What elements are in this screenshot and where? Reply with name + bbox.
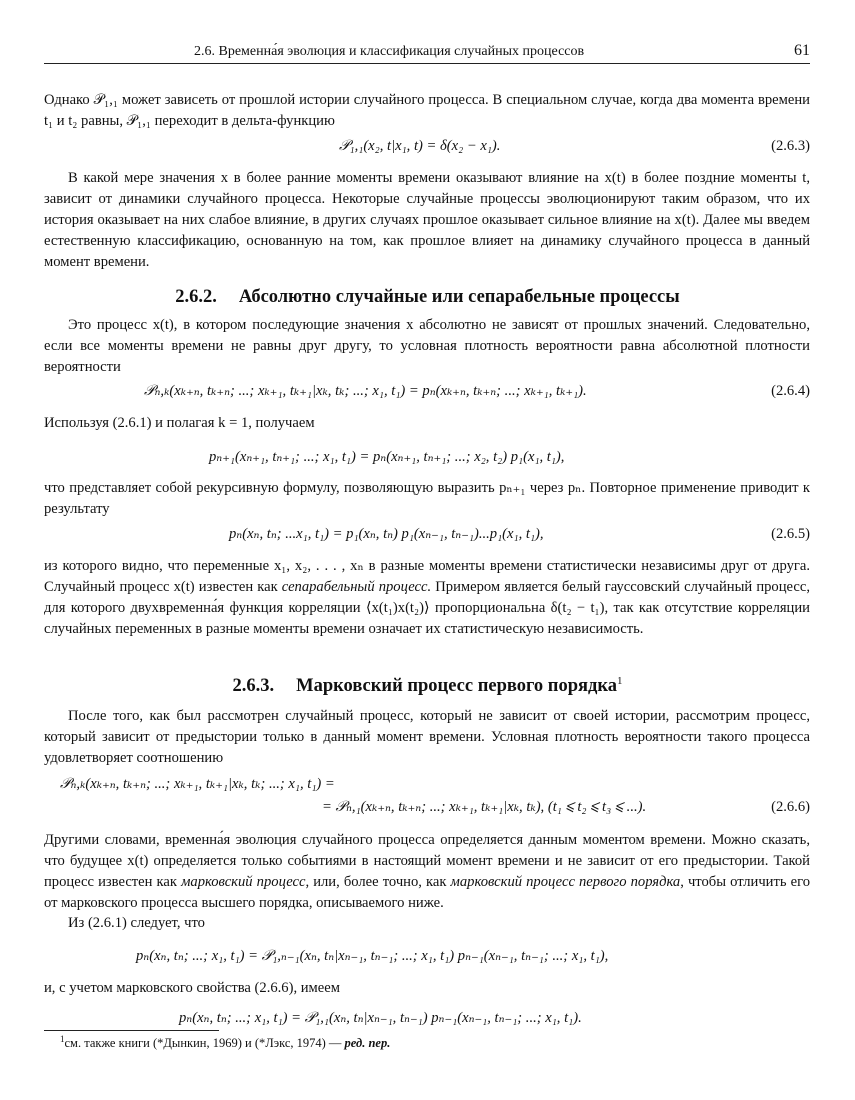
running-header-title: 2.6. Временна́я эволюция и классификация случайных процессов	[194, 44, 585, 59]
equation-2-6-3-number: (2.6.3)	[771, 138, 810, 154]
paragraph-5: что представляет собой рекурсивную формулу, позволяющую выразить pₙ₊₁ через pₙ. Повторное применение приводит к результату	[44, 480, 810, 517]
paragraph-10: и, с учетом марковского свойства (2.6.6), имеем	[44, 980, 340, 996]
equation-recursive	[44, 447, 810, 468]
equation-markov-1	[44, 946, 810, 967]
page-number: 61	[794, 42, 810, 59]
term-first-order-markov-process: марковский процесс первого порядка	[450, 874, 681, 890]
section-title: Марковский процесс первого порядка	[296, 676, 617, 697]
footnote-mark: 1	[60, 1034, 65, 1044]
equation-2-6-6-line-2	[44, 797, 810, 818]
equation-2-6-6-line-1-body: 𝒫ₙ,ₖ(xₖ₊ₙ, tₖ₊ₙ; ...; xₖ₊₁, tₖ₊₁|xₖ, tₖ; ...; x₁, t₁) =	[60, 776, 335, 792]
paragraph-6-text-b: Примером является белый гауссовский случайный процесс, для которого двухвременна́я функция корреляции ⟨x(t₁)x(t₂)⟩ пропорциональна δ(t₂ − t₁), так как отсутствие корреляции случайных переменных в разные моменты времени означает их статистическую независимость.	[44, 579, 810, 637]
paragraph-8-text-a: Другими словами, временна́я эволюция случайного процесса определяется данным моментом времени. Можно сказать, что будущее x(t) определяется только событиями в настоящий момент времени и не зависит от его предыстории. Такой процесс известен как	[44, 832, 810, 890]
equation-markov-1-body: pₙ(xₙ, tₙ; ...; x₁, t₁) = 𝒫₁,ₙ₋₁(xₙ, tₙ|xₙ₋₁, tₙ₋₁; ...; x₁, t₁) pₙ₋₁(xₙ₋₁, tₙ₋₁; ...; x₁, t₁),	[136, 948, 609, 964]
equation-2-6-4-body: 𝒫ₙ,ₖ(xₖ₊ₙ, tₖ₊ₙ; ...; xₖ₊₁, tₖ₊₁|xₖ, tₖ; ...; x₁, t₁) = pₙ(xₖ₊ₙ, tₖ₊ₙ; ...; xₖ₊₁, tₖ₊₁).	[144, 383, 587, 399]
paragraph-9: Из (2.6.1) следует, что	[68, 915, 205, 931]
section-heading-2-6-2	[0, 287, 855, 308]
paragraph-3: Это процесс x(t), в котором последующие значения x абсолютно не зависят от прошлых значений. Следовательно, если все моменты времени не равны друг другу, то условная плотность вероятности равна абсолютной плотности вероятности	[44, 317, 810, 375]
equation-2-6-6-number: (2.6.6)	[771, 799, 810, 815]
equation-2-6-6-line-2-body: = 𝒫ₙ,₁(xₖ₊ₙ, tₖ₊ₙ; ...; xₖ₊₁, tₖ₊₁|xₖ, tₖ), (t₁ ⩽ t₂ ⩽ t₃ ⩽ ...).	[322, 799, 647, 815]
running-header	[44, 38, 810, 64]
equation-2-6-5	[44, 524, 810, 545]
equation-2-6-3	[44, 136, 810, 157]
paragraph-1: Однако 𝒫₁,₁ может зависеть от прошлой истории случайного процесса. В специальном случае, когда два момента времени t₁ и t₂ равны, 𝒫₁,₁ переходит в дельта-функцию	[44, 92, 810, 129]
equation-markov-2	[44, 1008, 810, 1029]
section-number: 2.6.3.	[232, 676, 275, 697]
equation-recursive-body: pₙ₊₁(xₙ₊₁, tₙ₊₁; ...; x₁, t₁) = pₙ(xₙ₊₁, tₙ₊₁; ...; x₂, t₂) p₁(x₁, t₁),	[209, 449, 565, 465]
section-number: 2.6.2.	[175, 287, 217, 307]
term-markov-process: марковский процесс	[181, 874, 306, 890]
paragraph-6	[44, 556, 810, 640]
footnote	[60, 1034, 390, 1051]
paragraph-8	[44, 830, 810, 914]
paragraph-2: В какой мере значения x в более ранние моменты времени оказывают влияние на x(t) в более поздние моменты t, зависит от динамики случайного процесса. Некоторые случайные процессы эволюционируют таким образом, что их история оказывает на них слабое влияние, в других случаях прошлое оказывает сильное влияние на x(t). Далее мы введем естественную классификацию, основанную на том, как прошлое влияет на динамику случайного процесса в данный момент времени.	[44, 170, 810, 270]
paragraph-6-text-a: из которого видно, что переменные x₁, x₂, . . . , xₙ в разные моменты времени статистически независимы друг от друга. Случайный процесс x(t) известен как	[44, 558, 810, 595]
paragraph-8-text-b: , или, более точно, как	[305, 874, 451, 890]
paragraph-8-text-c: , чтобы отличить его от марковского процесса высшего порядка, описываемого ниже.	[44, 874, 810, 911]
paragraph-4: Используя (2.6.1) и полагая k = 1, получаем	[44, 415, 315, 431]
footnote-text: см. также книги (*Дынкин, 1969) и (*Лэкс, 1974) —	[64, 1036, 345, 1051]
equation-2-6-3-body: 𝒫₁,₁(x₂, t|x₁, t) = δ(x₂ − x₁).	[339, 138, 501, 154]
header-rule	[44, 63, 810, 64]
footnote-marker: 1	[616, 675, 623, 687]
equation-markov-2-body: pₙ(xₙ, tₙ; ...; x₁, t₁) = 𝒫₁,₁(xₙ, tₙ|xₙ₋₁, tₙ₋₁) pₙ₋₁(xₙ₋₁, tₙ₋₁; ...; x₁, t₁).	[179, 1010, 582, 1026]
footnote-rule	[44, 1030, 219, 1031]
footnote-editor-note: ред. пер.	[344, 1036, 391, 1051]
equation-2-6-5-number: (2.6.5)	[771, 526, 810, 542]
equation-2-6-6-line-1	[44, 774, 810, 795]
equation-2-6-4-number: (2.6.4)	[771, 383, 810, 399]
paragraph-7: После того, как был рассмотрен случайный процесс, который не зависит от своей истории, рассмотрим процесс, который зависит от предыстории только в данный момент времени. Условная плотность вероятности такого процесса удовлетворяет соотношению	[44, 708, 810, 766]
equation-2-6-4	[44, 381, 810, 402]
term-separable-process: сепарабельный процесс.	[281, 579, 432, 595]
equation-2-6-5-body: pₙ(xₙ, tₙ; ...x₁, t₁) = p₁(xₙ, tₙ) p₁(xₙ₋₁, tₙ₋₁)...p₁(x₁, t₁),	[229, 526, 544, 542]
section-title: Абсолютно случайные или сепарабельные процессы	[238, 287, 680, 307]
section-heading-2-6-3	[0, 675, 855, 697]
